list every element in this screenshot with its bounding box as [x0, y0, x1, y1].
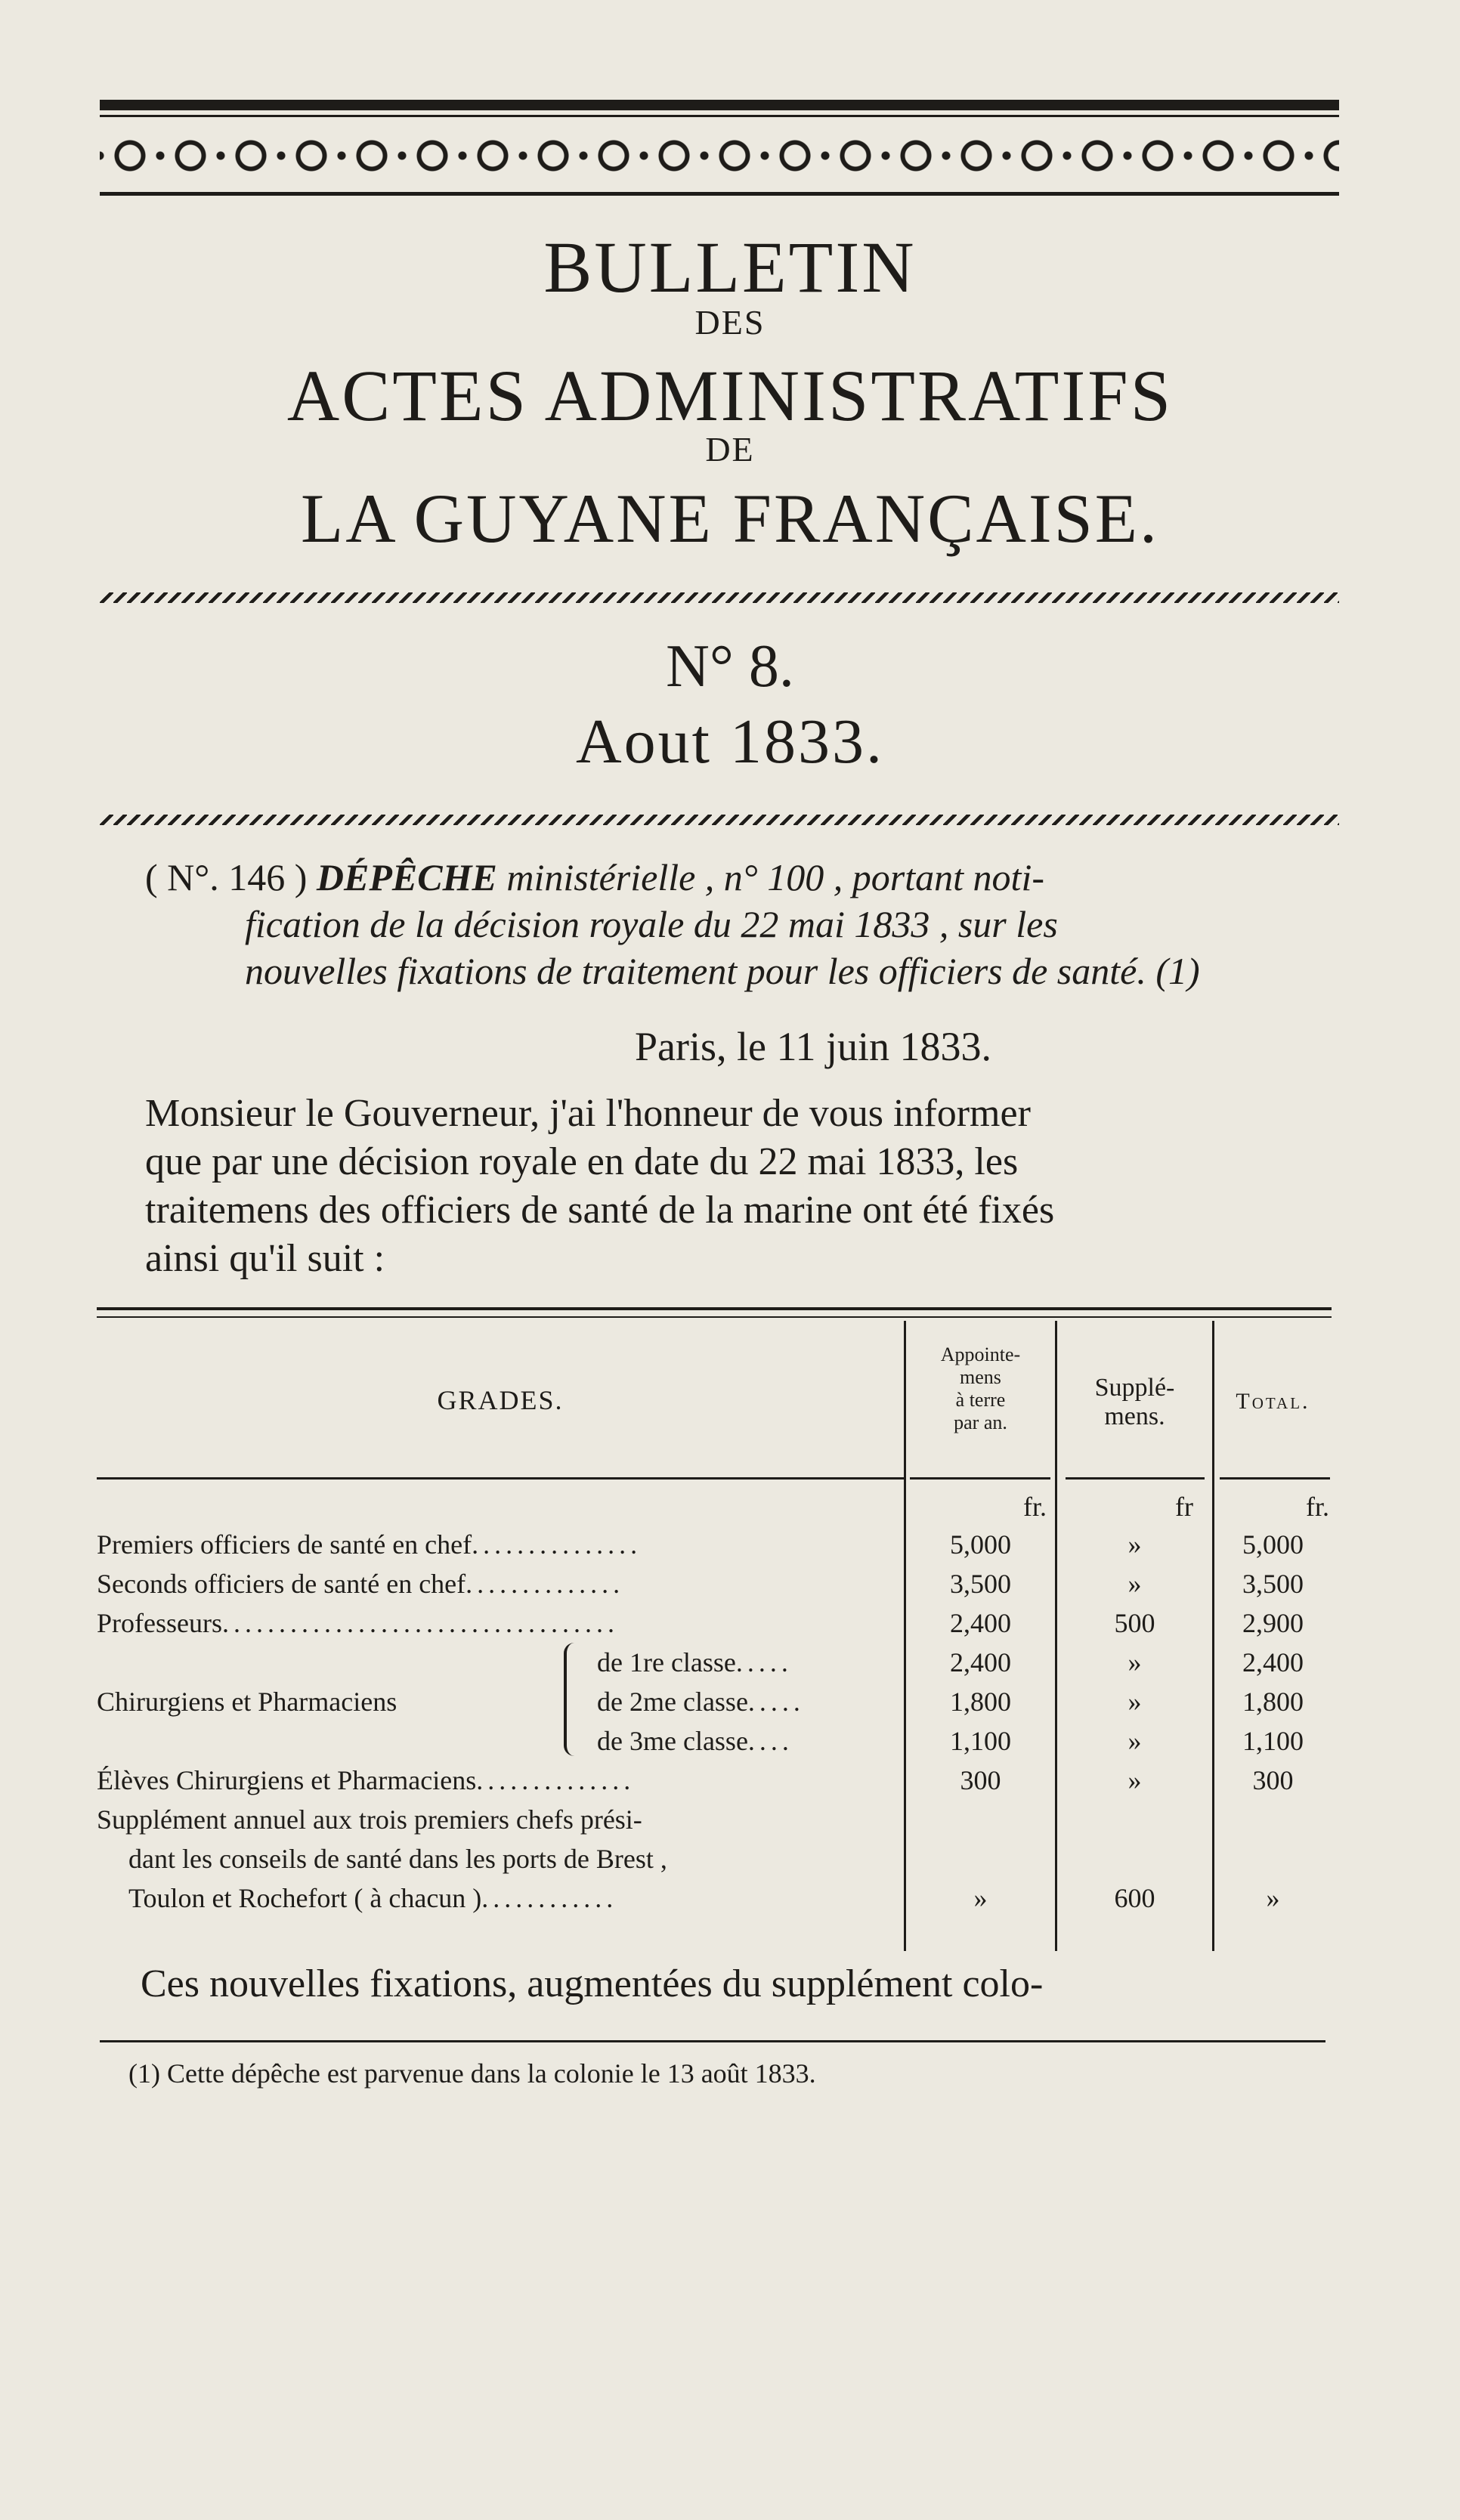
- table-cell-supp: »: [1127, 1647, 1142, 1677]
- title-actes-administratifs: ACTES ADMINISTRATIFS: [286, 355, 1174, 436]
- header-total: Total.: [1236, 1389, 1310, 1414]
- table-row-label-line-2: dant les conseils de santé dans les ports de Brest ,: [128, 1844, 667, 1874]
- table-cell-total: 1,100: [1242, 1726, 1304, 1756]
- table-cell-total: »: [1266, 1883, 1280, 1913]
- table-row-label: de 2me classe.....: [597, 1687, 805, 1717]
- table-cell-total: 1,800: [1242, 1687, 1304, 1717]
- header-rule-supp: [1066, 1477, 1205, 1480]
- table-cell-total: 2,400: [1242, 1647, 1304, 1677]
- para-line-1: Monsieur le Gouverneur, j'ai l'honneur de vous informer: [145, 1092, 1031, 1135]
- table-cell-supp: 500: [1114, 1608, 1155, 1638]
- header-appointements: [906, 1343, 1055, 1434]
- header-appt-line-4: par an.: [954, 1412, 1007, 1433]
- table-cell-supp: 600: [1114, 1883, 1155, 1913]
- table-row-label: de 3me classe....: [597, 1726, 793, 1756]
- table-cell-total: 2,900: [1242, 1608, 1304, 1638]
- table-cell-appt: 2,400: [950, 1608, 1011, 1638]
- zigzag-divider-bottom: [100, 815, 1339, 825]
- title-des: DES: [694, 303, 766, 342]
- table-cell-supp: »: [1127, 1569, 1142, 1599]
- unit-total: fr.: [1306, 1492, 1329, 1522]
- unit-supp: fr: [1175, 1492, 1193, 1522]
- group-label: Chirurgiens et Pharmaciens: [97, 1687, 397, 1717]
- place-date: Paris, le 11 juin 1833.: [635, 1024, 991, 1069]
- header-supp-line-1: Supplé-: [1094, 1374, 1175, 1402]
- table-cell-total: 300: [1252, 1765, 1294, 1795]
- para-line-4: ainsi qu'il suit :: [145, 1237, 385, 1280]
- table-cell-appt: 5,000: [950, 1529, 1011, 1560]
- dispatch-heading-line-2: fication de la décision royale du 22 mai 1833 , sur les: [245, 903, 1058, 945]
- header-rule-grades: [97, 1477, 904, 1480]
- header-rule-thin: [100, 115, 1339, 117]
- title-bulletin: BULLETIN: [543, 227, 917, 308]
- footnote: (1) Cette dépêche est parvenue dans la colonie le 13 août 1833.: [128, 2058, 816, 2089]
- body-paragraph-1: [145, 1090, 1350, 1283]
- header-rule-bottom: [100, 192, 1339, 196]
- ornamental-header-band: [100, 100, 1339, 199]
- table-row-label: de 1re classe.....: [597, 1647, 793, 1677]
- table-cell-total: 5,000: [1242, 1529, 1304, 1560]
- header-rule-thick: [100, 100, 1339, 110]
- table-row-label: Professeurs...................................: [97, 1608, 619, 1638]
- footnote-rule: [100, 2040, 1325, 2042]
- header-grades: GRADES.: [437, 1385, 564, 1415]
- brace-icon: [564, 1643, 577, 1756]
- table-cell-supp: »: [1127, 1687, 1142, 1717]
- table-cell-total: 3,500: [1242, 1569, 1304, 1599]
- header-supp-line-2: mens.: [1104, 1402, 1165, 1430]
- para-line-2: que par une décision royale en date du 22 mai 1833, les: [145, 1140, 1019, 1183]
- table-cell-supp: »: [1127, 1765, 1142, 1795]
- dispatch-heading-line-1: [145, 854, 1350, 901]
- table-top-rule: [97, 1307, 1332, 1310]
- table-cell-supp: »: [1127, 1726, 1142, 1756]
- dispatch-type: DÉPÊCHE: [316, 856, 497, 898]
- header-appt-line-3: à terre: [955, 1389, 1006, 1411]
- header-appt-line-2: mens: [960, 1366, 1001, 1388]
- dispatch-line1-rest: ministérielle , n° 100 , portant noti-: [506, 856, 1044, 898]
- table-row-label: Seconds officiers de santé en chef..............: [97, 1569, 625, 1599]
- dispatch-heading-line-3: nouvelles fixations de traitement pour les officiers de santé. (1): [245, 950, 1200, 992]
- issue-number: N° 8.: [666, 633, 794, 700]
- header-rule-total: [1220, 1477, 1330, 1480]
- body-paragraph-2: Ces nouvelles fixations, augmentées du supplément colo-: [141, 1962, 1044, 2005]
- para-line-3: traitemens des officiers de santé de la marine ont été fixés: [145, 1189, 1055, 1232]
- table-cell-appt: 3,500: [950, 1569, 1011, 1599]
- table-cell-appt: »: [973, 1883, 988, 1913]
- table-cell-appt: 1,100: [950, 1726, 1011, 1756]
- zigzag-divider-top: [100, 592, 1339, 603]
- title-guyane: LA GUYANE FRANÇAISE.: [301, 480, 1159, 557]
- header-supplemens: [1057, 1374, 1212, 1431]
- title-de: DE: [705, 430, 755, 468]
- table-row-label-line-3: Toulon et Rochefort ( à chacun )............: [128, 1883, 618, 1913]
- issue-date: Aout 1833.: [576, 707, 884, 777]
- table-cell-supp: »: [1127, 1529, 1142, 1560]
- table-row-label: Premiers officiers de santé en chef...............: [97, 1529, 642, 1560]
- dispatch-heading: [145, 854, 1350, 994]
- dispatch-number: ( N°. 146 ): [145, 856, 308, 898]
- table-cell-appt: 1,800: [950, 1687, 1011, 1717]
- table-row-label: Élèves Chirurgiens et Pharmaciens..............: [97, 1765, 636, 1795]
- unit-appt: fr.: [1023, 1492, 1047, 1522]
- table-cell-appt: 300: [960, 1765, 1001, 1795]
- table-top-rule-thin: [97, 1316, 1332, 1318]
- table-cell-appt: 2,400: [950, 1647, 1011, 1677]
- header-appt-line-1: Appointe-: [940, 1343, 1021, 1365]
- vine-ornament-icon: [100, 125, 1339, 186]
- table-row-label-line-1: Supplément annuel aux trois premiers chefs prési-: [97, 1804, 642, 1835]
- header-rule-appt: [910, 1477, 1050, 1480]
